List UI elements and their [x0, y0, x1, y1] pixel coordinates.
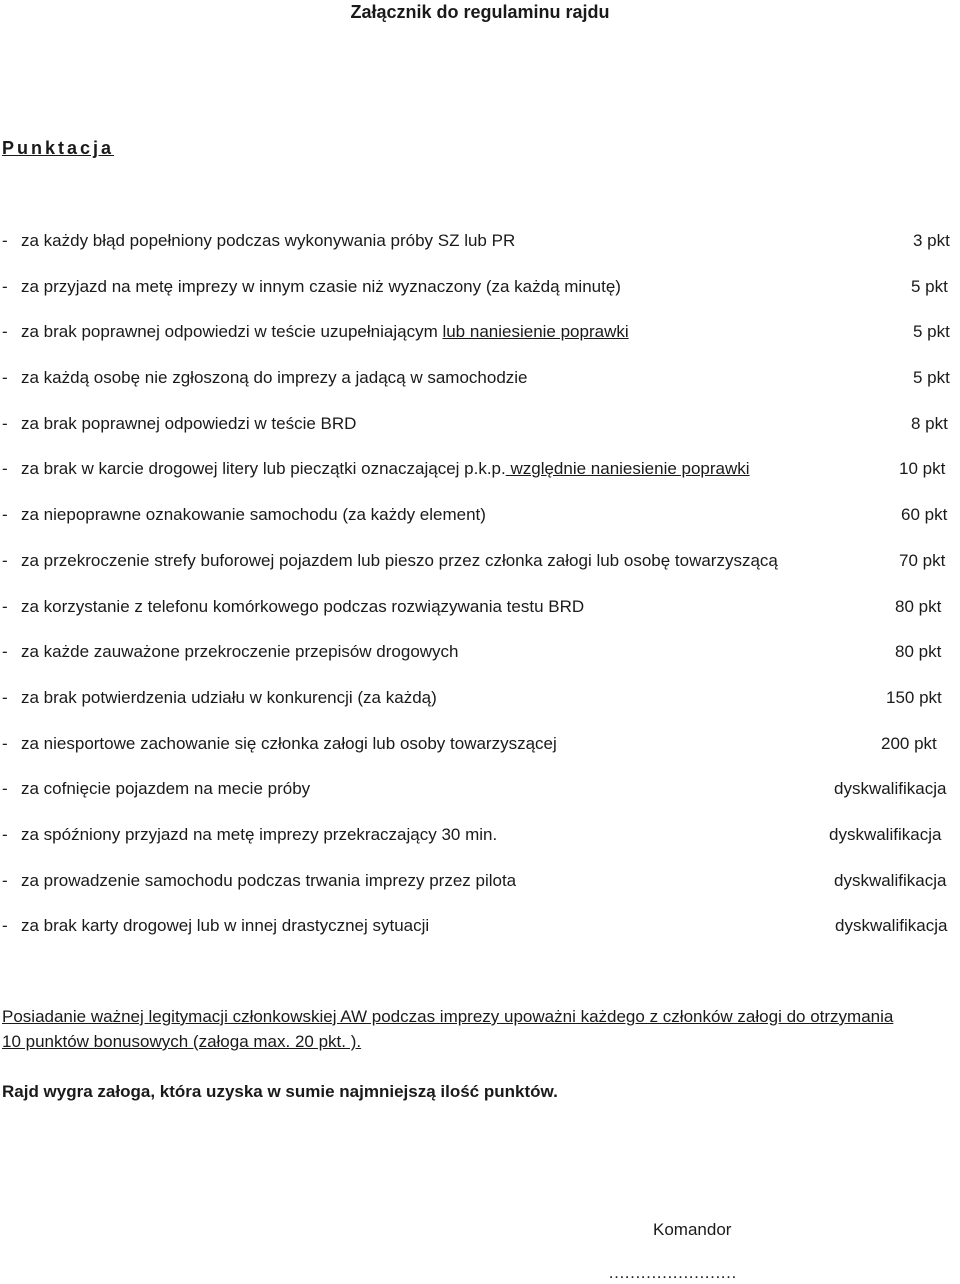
penalty-description [21, 913, 429, 939]
penalty-row [0, 776, 960, 822]
list-dash: - [2, 642, 8, 662]
penalty-description [21, 685, 437, 711]
list-dash: - [2, 870, 8, 890]
penalty-description [21, 822, 497, 848]
penalty-points: 200 pkt [881, 733, 937, 753]
list-dash: - [2, 550, 8, 570]
bonus-note: Posiadanie ważnej legitymacji członkowskiej AW podczas imprezy upoważni każdego z członków załogi do otrzymania 10 punktów bonusowych (załoga max. 20 pkt. ). [2, 1007, 894, 1051]
penalty-row [0, 456, 960, 502]
penalty-points: 5 pkt [913, 322, 950, 342]
penalty-description [21, 548, 778, 574]
penalty-points: 80 pkt [895, 642, 942, 662]
penalty-text: za spóźniony przyjazd na metę imprezy przekraczający 30 min. [21, 824, 498, 844]
penalty-description [21, 274, 621, 300]
penalty-text: za przekroczenie strefy buforowej pojazdem lub pieszo przez członka załogi lub osobę towarzyszącą [21, 550, 778, 570]
penalty-points: 8 pkt [911, 413, 948, 433]
penalty-row [0, 594, 960, 640]
penalty-text: za brak poprawnej odpowiedzi w teście uzupełniającym [21, 322, 443, 342]
penalty-text: za brak poprawnej odpowiedzi w teście BRD [21, 413, 357, 433]
penalty-row [0, 274, 960, 320]
penalty-points: dyskwalifikacja [835, 916, 948, 936]
penalty-row [0, 319, 960, 365]
list-dash: - [2, 368, 8, 388]
list-dash: - [2, 687, 8, 707]
list-dash: - [2, 231, 8, 250]
penalty-text: za cofnięcie pojazdem na mecie próby [21, 779, 311, 799]
penalty-row [0, 548, 960, 594]
penalty-row [0, 639, 960, 685]
penalty-list [0, 228, 960, 959]
list-dash: - [2, 779, 8, 799]
list-dash: - [2, 413, 8, 433]
list-dash: - [2, 276, 8, 296]
penalty-description [21, 456, 750, 482]
list-dash: - [2, 596, 8, 616]
penalty-row [0, 868, 960, 914]
penalty-points: 10 pkt [899, 459, 946, 479]
penalty-text: za niepoprawne oznakowanie samochodu (za każdy element) [21, 505, 486, 525]
penalty-text: za brak w karcie drogowej litery lub pieczątki oznaczającej p.k.p. [21, 459, 506, 479]
penalty-points: 5 pkt [911, 276, 948, 296]
list-dash: - [2, 916, 8, 936]
penalty-points: dyskwalifikacja [834, 779, 947, 799]
penalty-points: 150 pkt [886, 687, 942, 707]
penalty-points: 3 pkt [913, 231, 950, 250]
penalty-text: za każdą osobę nie zgłoszoną do imprezy a jadącą w samochodzie [21, 368, 528, 388]
penalty-description [21, 639, 459, 665]
penalty-row [0, 365, 960, 411]
list-dash: - [2, 505, 8, 525]
list-dash: - [2, 459, 8, 479]
winner-note: Rajd wygra załoga, która uzyska w sumie najmniejszą ilość punktów. [2, 1082, 558, 1101]
penalty-text: za przyjazd na metę imprezy w innym czasie niż wyznaczony (za każdą minutę) [21, 276, 621, 296]
list-dash: - [2, 733, 8, 753]
penalty-text: za każde zauważone przekroczenie przepisów drogowych [21, 642, 459, 662]
penalty-description [21, 411, 356, 437]
penalty-text: za prowadzenie samochodu podczas trwania imprezy przez pilota [21, 870, 517, 890]
penalty-description [21, 594, 584, 620]
section-heading: Punktacja [2, 138, 115, 158]
penalty-description [21, 868, 516, 894]
penalty-text-underlined: lub naniesienie poprawki [442, 322, 629, 342]
penalty-text: za korzystanie z telefonu komórkowego podczas rozwiązywania testu BRD [21, 596, 585, 616]
penalty-row [0, 913, 960, 959]
penalty-row [0, 822, 960, 868]
penalty-description [21, 502, 486, 528]
penalty-points: dyskwalifikacja [834, 870, 947, 890]
penalty-points: 60 pkt [901, 505, 948, 525]
penalty-points: 80 pkt [895, 596, 942, 616]
penalty-row [0, 731, 960, 777]
signature-line: …………………… [608, 1263, 736, 1282]
penalty-points: 5 pkt [913, 368, 950, 388]
document-title: Załącznik do regulaminu rajdu [350, 2, 610, 22]
list-dash: - [2, 824, 8, 844]
penalty-text: za każdy błąd popełniony podczas wykonywania próby SZ lub PR [21, 231, 516, 250]
penalty-text: za niesportowe zachowanie się członka załogi lub osoby towarzyszącej [21, 733, 557, 753]
penalty-text: za brak potwierdzenia udziału w konkurencji (za każdą) [21, 687, 437, 707]
penalty-row [0, 228, 960, 274]
penalty-points: 70 pkt [899, 550, 946, 570]
penalty-description [21, 319, 629, 345]
penalty-row [0, 502, 960, 548]
penalty-description [21, 776, 310, 802]
penalty-row [0, 685, 960, 731]
penalty-description [21, 731, 557, 757]
penalty-text-underlined: względnie naniesienie poprawki [505, 459, 750, 479]
penalty-row [0, 411, 960, 457]
penalty-description [21, 228, 515, 254]
list-dash: - [2, 322, 8, 342]
penalty-text: za brak karty drogowej lub w innej drastycznej sytuacji [21, 916, 430, 936]
penalty-description [21, 365, 528, 391]
signature-label: Komandor [653, 1220, 732, 1239]
penalty-points: dyskwalifikacja [829, 824, 942, 844]
